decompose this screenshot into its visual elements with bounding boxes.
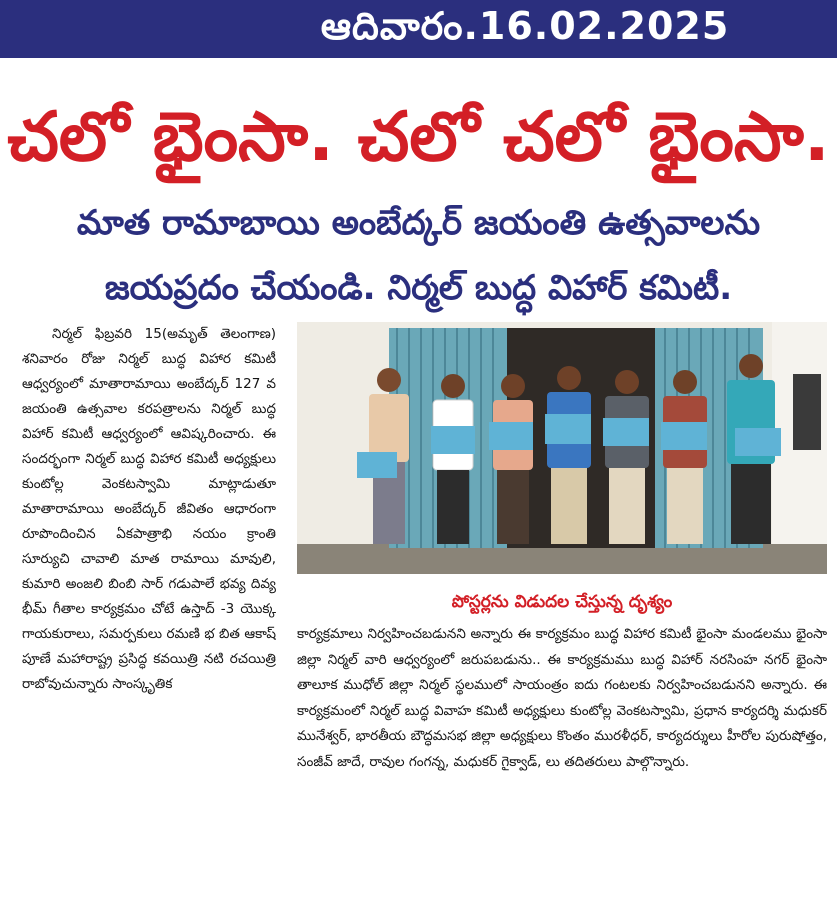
main-headline: చలో భైంసా. చలో చలో భైంసా. — [7, 98, 830, 177]
article-right-column: కార్యక్రమాలు నిర్వహించబడునని అన్నారు ఈ కార్యక్రమం బుద్ధ విహార కమిటీ భైంసా మండలము భైంసా జిల్లా నిర్మల్ వారి ఆధ్వర్యంలో జరుపబడును.. ఈ కార్యక్రమము బుద్ధ విహార్ నరసింహ నగర్ భైంసా తాలూక ముధోల్ జిల్లా నిర్మల్ స్థలములో సాయంత్రం ఐదు గంటలకు నిర్వహించబడునని అన్నారు. ఈ కార్యక్రమంలో నిర్మల్ బుద్ధ వివాహ కమిటీ అధ్యక్షులు కుంటోల్ల వెంకటస్వామి, ప్రధాన కార్యదర్శి మధుకర్ మునేశ్వర్, భారతీయ బౌద్ధమసభ జిల్లా అధ్యక్షులు కొంతం మురళీధర్, కార్యదర్శులు హీరోల పురుషోత్తం, సంజీవ్ జాదే, రావుల గంగన్న, మధుకర్ గైక్వాడ్, లు తదితరులు పాల్గొన్నారు. — [297, 626, 827, 770]
news-photo — [297, 322, 827, 574]
photo-caption: పోస్టర్లను విడుదల చేస్తున్న దృశ్యం — [451, 592, 673, 612]
article-left-column: నిర్మల్ ఫిబ్రవరి 15(అమృత్ తెలంగాణ) శనివారం రోజు నిర్మల్ బుద్ధ విహార కమిటీ ఆధ్వర్యంలో మాతారామాయి అంబేద్కర్ 127 వ జయంతి ఉత్సవాల కరపత్రాలను నిర్మల్ బుద్ధ విహార్ కమిటీ ఆధ్వర్యంలో ఆవిష్కరించారు. ఈ సందర్భంగా నిర్మల్ బుద్ధ విహార కమిటీ అధ్యక్షులు కుంటోల్ల వెంకటస్వామి మాట్లాడుతూ మాతారామాయి అంబేద్కర్ జీవితం ఆధారంగా రూపొందించిన ఏకపాత్రాభి నయం క్రాంతి సూర్యుచి చావాలి మాత రామాయి మావులి, కుమారి అంజలి బింబి సార్ గడుపాలే భవ్య దివ్య భీమ్ గీతాల కార్యక్రమం చోటే ఉస్తాద్ -3 యొక్క గాయకురాలు, సమర్పకులు రమణి భ బిత ఆకాష్ పూణే మహారాష్ట్ర ప్రసిద్ధ కవయిత్రి నటి రచయిత్రి రాబోవుచున్నారు సాంస్కృతిక — [22, 326, 276, 692]
sub-headline-line-1: మాత రామాబాయి అంబేద్కర్ జయంతి ఉత్సవాలను — [76, 203, 761, 243]
next-headline-cut-off — [0, 852, 837, 912]
sub-headline-line-2: జయప్రదం చేయండి. నిర్మల్ బుద్ధ విహార్ కమిటీ. — [104, 268, 733, 308]
news-photo-illustration — [297, 322, 827, 574]
issue-date: ఆదివారం.16.02.2025 — [320, 4, 730, 48]
date-banner — [0, 0, 837, 58]
